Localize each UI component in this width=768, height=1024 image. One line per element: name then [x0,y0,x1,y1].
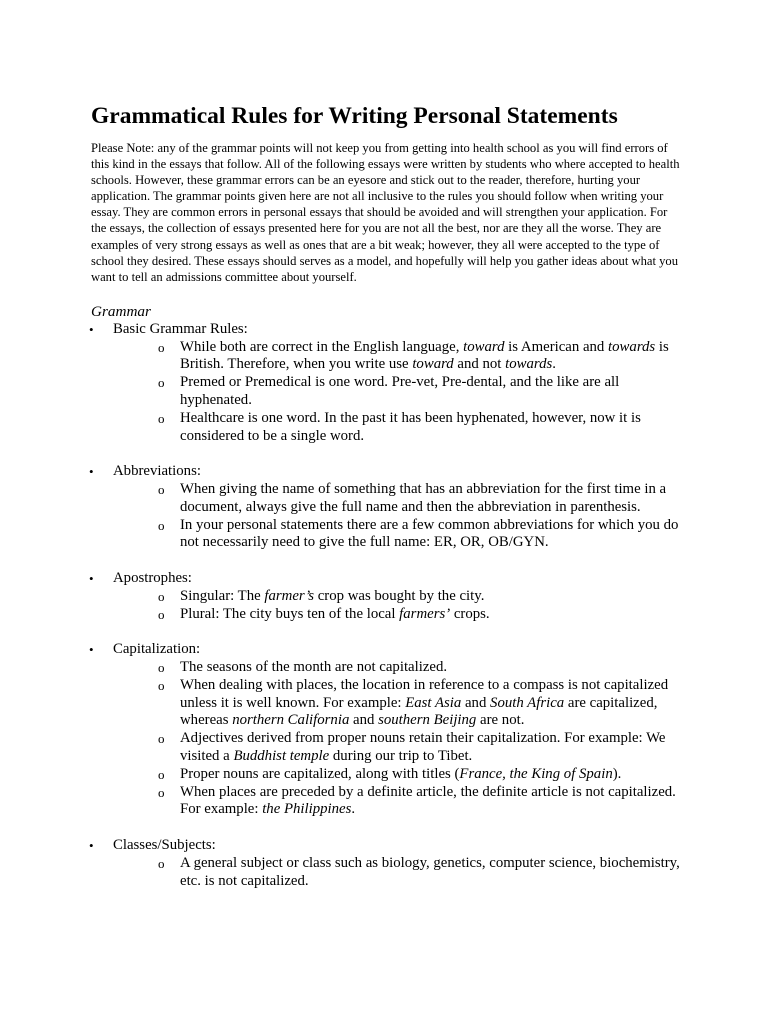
rule-text: are capitalized, whereas [180,694,658,729]
example-term: towards [505,356,553,373]
sub-bullet-icon: o [158,766,165,782]
rule-text: When places are preceded by a definite article, the definite article is not capitalized. For example: [180,783,676,818]
rule-item [158,784,681,820]
rule-text: during our trip to Tibet. [329,747,473,764]
rule-section-label: Apostrophes: [113,570,192,586]
rule-text: While both are correct in the English language, [180,338,464,355]
rule-item [158,374,681,410]
example-term: East Asia [405,694,462,711]
rule-text: Healthcare is one word. In the past it has been hyphenated, however, now it is considered to be a single word. [180,409,641,444]
example-term: towards [608,338,656,355]
rule-item [158,517,681,553]
rule-section-label: Capitalization: [113,641,201,658]
rule-section [91,837,681,890]
example-term: toward [412,356,454,373]
rule-item [158,588,681,606]
rule-section-label: Classes/Subjects: [113,836,216,853]
rule-items [113,481,681,552]
rule-items [113,339,681,446]
sub-bullet-icon: o [158,784,165,800]
rules-list [91,321,681,891]
rule-item [158,659,681,677]
rule-items [113,588,681,624]
rule-section [91,570,681,623]
bullet-icon: • [89,571,94,586]
rule-section [91,321,681,446]
rule-item [158,481,681,517]
sub-bullet-icon: o [158,731,165,747]
rule-text: and [461,694,491,711]
example-term: Buddhist temple [233,747,330,764]
rule-item [158,606,681,624]
rule-item [158,855,681,891]
example-term: France, the King of Spain [459,765,613,782]
rule-text: and not [453,356,506,373]
rule-text: is British. Therefore, when you write use [180,338,669,373]
document-page [91,102,681,890]
sub-bullet-icon: o [158,855,165,871]
intro-paragraph: Please Note: any of the grammar points will not keep you from getting into health school as you will find errors of this kind in the essays that follow. All of the following essays were written by students who where accepted to health schools. However, these grammar errors can be an eyesore and stick out to the reader, therefore, hurting your application. The grammar points given here are not all inclusive to the rules you should follow when writing your essay. They are common errors in personal essays that should be avoided and will strengthen your application. For the essays, the collection of essays presented here for you are not all the best, nor are they all the worse. They are examples of very strong essays as well as ones that are a bit weak; however, they all were accepted to the type of school they desired. These essays should serves as a model, and hopefully will help you gather ideas about what you want to tell an admissions committee about yourself. [91,141,680,284]
rule-section [91,641,681,819]
rule-text: crop was bought by the city. [314,587,485,604]
rule-text: In your personal statements there are a few common abbreviations for which you do not necessarily need to give the full name: ER, OR, OB/GYN. [180,516,679,551]
bullet-icon: • [89,837,94,853]
rule-items [113,659,681,819]
sub-bullet-icon: o [158,375,165,391]
rule-text: are not. [476,712,525,729]
example-term: toward [463,338,505,355]
bullet-icon: • [89,642,94,658]
example-term: the Philippines [262,801,352,818]
bullet-icon: • [89,321,94,337]
example-term: farmer’s [264,587,314,604]
rule-item [158,766,681,784]
rule-text: crops. [450,605,490,622]
sub-bullet-icon: o [158,482,165,498]
rule-text: A general subject or class such as biology, genetics, computer science, biochemistry, etc. is not capitalized. [180,854,680,889]
sub-bullet-icon: o [158,659,165,675]
rule-section-label: Abbreviations: [113,463,201,480]
rule-text: ). [612,765,622,782]
sub-bullet-icon: o [158,588,165,604]
rule-text: Proper nouns are capitalized, along with titles ( [180,765,460,782]
sub-bullet-icon: o [158,517,165,533]
rule-text: . [552,356,556,373]
rule-text: Singular: The [180,587,265,604]
rule-item [158,730,681,766]
sub-bullet-icon: o [158,339,165,355]
rule-text: Adjectives derived from proper nouns retain their capitalization. For example: We visited a [180,730,666,764]
rule-section [91,463,681,552]
rule-item [158,677,681,730]
section-heading: Grammar [91,302,151,320]
rule-item [158,410,681,446]
document-title: Grammatical Rules for Writing Personal Statements [91,103,618,129]
rule-text: Premed or Premedical is one word. Pre-vet, Pre-dental, and the like are all hyphenated. [180,374,620,409]
sub-bullet-icon: o [158,677,165,693]
rule-text: The seasons of the month are not capitalized. [180,658,448,675]
rule-text: and [349,712,379,729]
rule-text: . [351,801,356,818]
rule-item [158,339,681,375]
rule-text: Plural: The city buys ten of the local [180,605,400,622]
rule-text: is American and [504,338,609,355]
example-term: southern Beijing [378,712,477,729]
example-term: farmers’ [399,605,451,622]
sub-bullet-icon: o [158,410,165,426]
rule-text: When dealing with places, the location in reference to a compass is not capitalized unless it is well known. For example: [180,676,669,711]
sub-bullet-icon: o [158,606,165,622]
rule-section-label: Basic Grammar Rules: [113,320,248,337]
example-term: northern California [232,712,350,729]
rule-items [113,855,681,891]
rule-text: When giving the name of something that has an abbreviation for the first time in a document, always give the full name and then the abbreviation in parenthesis. [180,481,667,515]
example-term: South Africa [490,694,565,711]
bullet-icon: • [89,464,94,480]
